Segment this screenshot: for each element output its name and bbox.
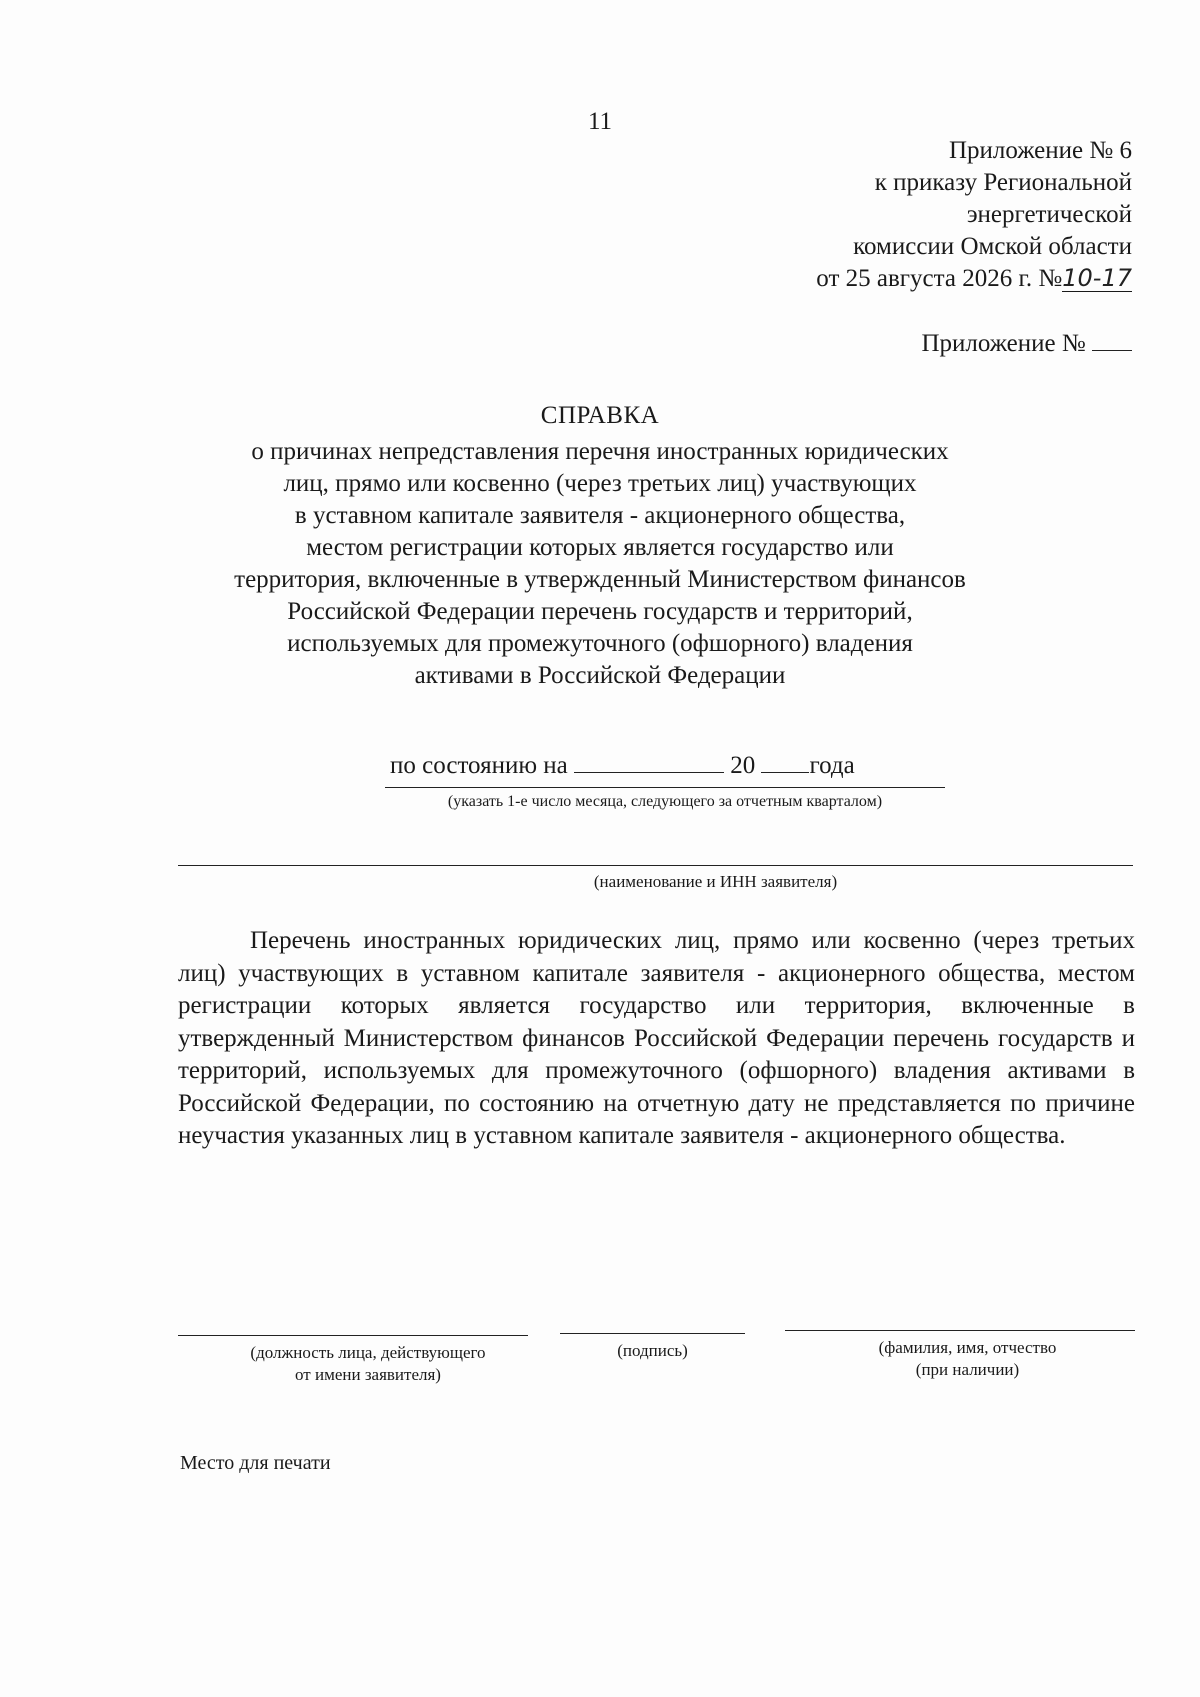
position-label-line-1: (должность лица, действующего	[250, 1343, 486, 1362]
appendix-line-1: Приложение № 6	[948, 137, 1132, 164]
as-of-date-blank[interactable]	[574, 772, 724, 773]
order-date-prefix: от 25 августа 2026 г. №	[816, 265, 1063, 292]
as-of-underline	[385, 787, 945, 788]
appendix-header	[816, 135, 1132, 295]
as-of-date-row	[390, 752, 855, 780]
statement-body	[178, 925, 1135, 1153]
as-of-year-prefix: 20	[730, 752, 756, 779]
appendix-line-2: к приказу Региональной	[874, 169, 1132, 196]
as-of-suffix: года	[809, 752, 855, 779]
appendix-line-5	[816, 263, 1132, 295]
stamp-placeholder: Место для печати	[180, 1452, 331, 1474]
position-signature-line[interactable]	[178, 1335, 528, 1336]
appendix-number-field	[921, 330, 1132, 358]
appendix-line-3: энергетической	[966, 201, 1132, 228]
position-label-line-2: от имени заявителя)	[295, 1365, 441, 1384]
full-name-label	[800, 1337, 1135, 1381]
subtitle-line: активами в Российской Федерации	[414, 662, 786, 689]
document-subtitle	[180, 436, 1020, 692]
applicant-hint: (наименование и ИНН заявителя)	[593, 872, 838, 891]
full-name-line[interactable]	[785, 1330, 1135, 1331]
subtitle-line: местом регистрации которых является государство или	[306, 534, 894, 561]
handwritten-order-number: 10-17	[1062, 264, 1132, 292]
subtitle-line: о причинах непредставления перечня иностранных юридических	[251, 438, 949, 465]
subtitle-line: Российской Федерации перечень государств и территорий,	[287, 598, 913, 625]
position-label	[178, 1342, 558, 1386]
as-of-hint: (указать 1-е число месяца, следующего за отчетным кварталом)	[447, 793, 883, 810]
subtitle-line: территория, включенные в утвержденный Министерством финансов	[234, 566, 966, 593]
document-title: СПРАВКА	[540, 402, 660, 429]
appendix-number-label: Приложение №	[921, 330, 1086, 357]
full-name-label-line-2: (при наличии)	[915, 1360, 1020, 1379]
subtitle-line: лиц, прямо или косвенно (через третьих лиц) участвующих	[283, 470, 917, 497]
signature-label: (подпись)	[617, 1341, 688, 1360]
subtitle-line: в уставном капитале заявителя - акционерного общества,	[294, 502, 906, 529]
as-of-year-blank[interactable]	[761, 772, 809, 773]
subtitle-line: используемых для промежуточного (офшорного) владения	[287, 630, 913, 657]
appendix-number-blank[interactable]	[1092, 350, 1132, 351]
as-of-prefix: по состоянию на	[390, 752, 568, 779]
statement-paragraph: Перечень иностранных юридических лиц, прямо или косвенно (через третьих лиц) участвующих в уставном капитале заявителя - акционерного общества, местом регистрации которых является государство или территория, включенные в утвержденный Министерством финансов Российской Федерации перечень государств и территорий, используемых для промежуточного (офшорного) владения активами в Российской Федерации, по состоянию на отчетную дату не представляется по причине неучастия указанных лиц в уставном капитале заявителя - акционерного общества.	[178, 927, 1135, 1149]
applicant-name-field[interactable]	[178, 865, 1133, 866]
page-number: 11	[587, 108, 613, 135]
full-name-label-line-1: (фамилия, имя, отчество	[878, 1338, 1057, 1357]
signature-line[interactable]	[560, 1333, 745, 1334]
appendix-line-4: комиссии Омской области	[853, 233, 1132, 260]
